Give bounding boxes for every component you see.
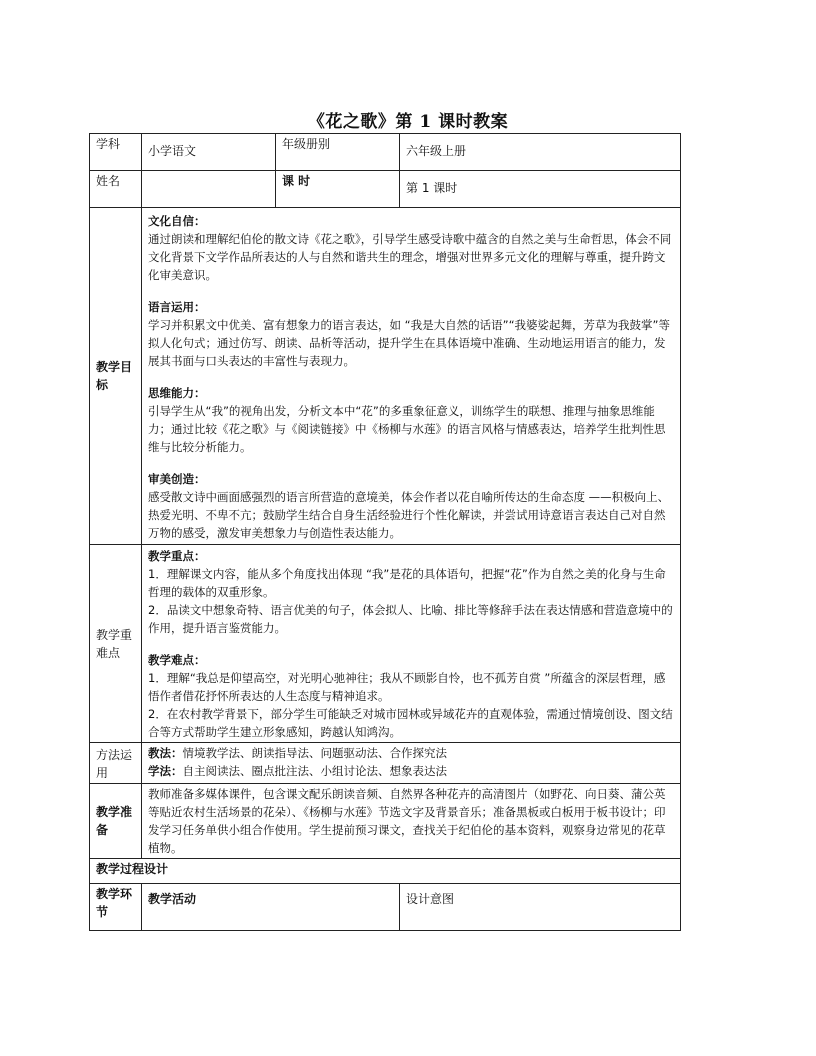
focus-heading: 教学重点：	[148, 549, 206, 563]
preparation-row	[90, 784, 681, 859]
key-points-content	[142, 545, 681, 743]
teaching-method-label: 教法：	[148, 746, 183, 760]
page-title: 《花之歌》第 1 课时教案	[307, 112, 509, 132]
methods-row	[90, 743, 681, 784]
process-title: 教学过程设计	[90, 859, 681, 884]
learning-method-label: 学法：	[148, 764, 183, 778]
name-row	[90, 171, 681, 208]
grade-label: 年级册别	[276, 134, 400, 171]
difficulty-heading: 教学难点：	[148, 653, 206, 667]
objective-heading-language: 语言运用：	[148, 300, 206, 314]
objective-heading-aesthetic: 审美创造：	[148, 472, 206, 486]
name-label: 姓名	[90, 171, 142, 208]
key-points-label: 教学重难点	[90, 545, 142, 743]
lesson-plan-table	[89, 133, 681, 931]
preparation-text: 教师准备多媒体课件，包含课文配乐朗读音频、自然界各种花卉的高清图片（如野花、向日葵、蒲公英等贴近农村生活场景的花朵）、《杨柳与水莲》节选文字及背景音乐；准备黑板或白板用于板书设计；印发学习任务单供小组合作使用。学生提前预习课文，查找关于纪伯伦的基本资料，观察身边常见的花草植物。	[148, 787, 666, 855]
difficulty-item-1: 1．理解“我总是仰望高空，对光明心驰神往；我从不顾影自怜，也不孤芳自赏 ”所蕴含的深层哲理，感悟作者借花抒怀所表达的人生态度与精神追求。	[148, 671, 666, 703]
objective-heading-thinking: 思维能力：	[148, 386, 206, 400]
subject-value: 小学语文	[142, 134, 276, 171]
objectives-label: 教学目标	[90, 208, 142, 545]
methods-label: 方法运用	[90, 743, 142, 784]
methods-content	[142, 743, 681, 784]
learning-method-value: 自主阅读法、圈点批注法、小组讨论法、想象表达法	[182, 764, 447, 778]
focus-item-2: 2．品读文中想象奇特、语言优美的句子，体会拟人、比喻、排比等修辞手法在表达情感和营造意境中的作用，提升语言鉴赏能力。	[148, 603, 673, 635]
grade-value: 六年级上册	[400, 134, 681, 171]
objectives-row	[90, 208, 681, 545]
objectives-content	[142, 208, 681, 545]
key-points-row	[90, 545, 681, 743]
subject-label: 学科	[90, 134, 142, 171]
focus-item-1: 1．理解课文内容，能从多个角度找出体现 “我”是花的具体语句，把握“花”作为自然之美的化身与生命哲理的载体的双重形象。	[148, 567, 666, 599]
difficulty-item-2: 2．在农村教学背景下，部分学生可能缺乏对城市园林或异域花卉的直观体验，需通过情境创设、图文结合等方式帮助学生建立形象感知，跨越认知鸿沟。	[148, 707, 673, 739]
intent-label: 设计意图	[400, 884, 681, 931]
process-title-row	[90, 859, 681, 884]
objective-text-culture: 通过朗读和理解纪伯伦的散文诗《花之歌》，引导学生感受诗歌中蕴含的自然之美与生命哲思，体会不同文化背景下文学作品所表达的人与自然和谐共生的理念，增强对世界多元文化的理解与尊重，提升跨文化审美意识。	[148, 232, 672, 282]
subject-row	[90, 134, 681, 171]
activity-label: 教学活动	[142, 884, 400, 931]
objective-text-aesthetic: 感受散文诗中画面感强烈的语言所营造的意境美，体会作者以花自喻所传达的生命态度 ——积极向上、热爱光明、不卑不亢；鼓励学生结合自身生活经验进行个性化解读，并尝试用诗意语言表达自己对自然万物的感受，激发审美想象力与创造性表达能力。	[148, 490, 670, 540]
objective-text-language: 学习并积累文中优美、富有想象力的语言表达，如 “我是大自然的话语”“我婆娑起舞，芳草为我鼓掌”等拟人化句式；通过仿写、朗读、品析等活动，提升学生在具体语境中准确、生动地运用语言的能力，发展其书面与口头表达的丰富性与表现力。	[148, 318, 670, 368]
learning-method-line	[148, 762, 674, 780]
teaching-method-line	[148, 744, 674, 762]
preparation-content	[142, 784, 681, 859]
objective-heading-culture: 文化自信：	[148, 214, 206, 228]
preparation-label: 教学准备	[90, 784, 142, 859]
process-header-row	[90, 884, 681, 931]
period-value: 第 1 课时	[400, 171, 681, 208]
stage-label: 教学环节	[90, 884, 142, 931]
period-label: 课 时	[276, 171, 400, 208]
name-value	[142, 171, 276, 208]
teaching-method-value: 情境教学法、朗读指导法、问题驱动法、合作探究法	[182, 746, 447, 760]
objective-text-thinking: 引导学生从“我”的视角出发，分析文本中“花”的多重象征意义，训练学生的联想、推理与抽象思维能力；通过比较《花之歌》与《阅读链接》中《杨柳与水莲》的语言风格与情感表达，培养学生批判性思维与比较分析能力。	[148, 404, 666, 454]
